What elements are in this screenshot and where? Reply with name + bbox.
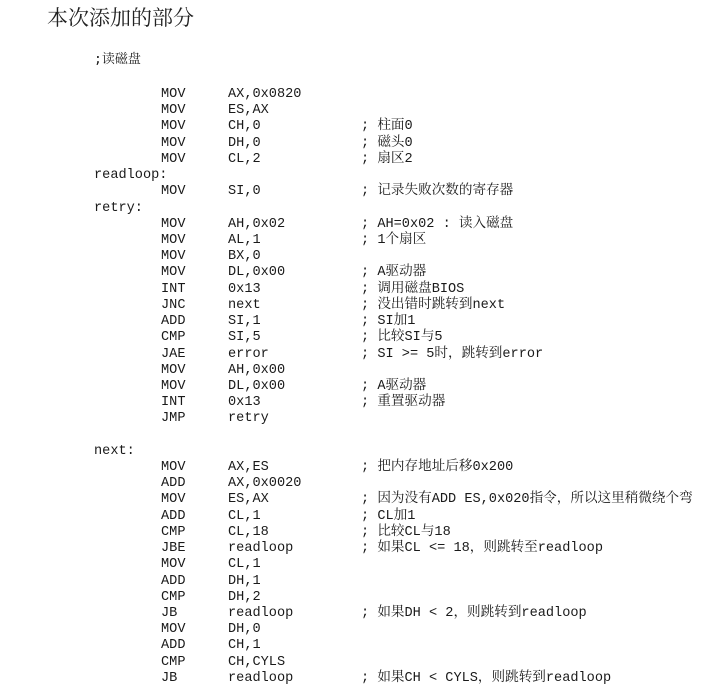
code-comment: ; 磁头0 bbox=[361, 135, 413, 151]
code-operands: DH,0 bbox=[228, 622, 261, 638]
code-opcode: JMP bbox=[161, 411, 186, 427]
code-line bbox=[0, 168, 725, 184]
code-opcode: MOV bbox=[161, 622, 186, 638]
code-operands: DH,2 bbox=[228, 589, 261, 605]
code-operands: CL,1 bbox=[228, 508, 261, 524]
code-opcode: JNC bbox=[161, 297, 186, 313]
code-operands: SI,0 bbox=[228, 184, 261, 200]
code-line bbox=[0, 184, 725, 200]
code-comment: ; 重置驱动器 bbox=[361, 395, 446, 411]
code-line bbox=[0, 655, 725, 671]
code-line bbox=[0, 622, 725, 638]
code-operands: retry bbox=[228, 411, 269, 427]
code-comment: ; 如果DH < 2，则跳转到readloop bbox=[361, 606, 587, 621]
code-line bbox=[0, 671, 725, 687]
code-line bbox=[0, 460, 725, 476]
code-comment: ; 比较SI与5 bbox=[361, 330, 443, 346]
code-operands: AX,0x0820 bbox=[228, 87, 302, 102]
code-opcode: MOV bbox=[161, 135, 186, 151]
code-opcode: MOV bbox=[161, 119, 186, 135]
code-operands: ES,AX bbox=[228, 103, 269, 119]
code-opcode: ADD bbox=[161, 638, 186, 654]
code-operands: AX,0x0020 bbox=[228, 476, 302, 492]
code-line bbox=[0, 444, 725, 460]
assembly-listing bbox=[0, 87, 725, 687]
code-opcode: CMP bbox=[161, 330, 186, 346]
code-line bbox=[0, 525, 725, 541]
code-comment: ; SI加1 bbox=[361, 314, 416, 330]
code-comment: ; SI >= 5时，跳转到error bbox=[361, 346, 544, 362]
code-line bbox=[0, 574, 725, 590]
code-line bbox=[0, 476, 725, 492]
code-comment: ; AH=0x02 : 读入磁盘 bbox=[361, 216, 514, 232]
code-operands: error bbox=[228, 346, 269, 362]
code-opcode: INT bbox=[161, 281, 186, 297]
code-line bbox=[0, 590, 725, 606]
code-opcode: INT bbox=[161, 395, 186, 411]
code-line bbox=[0, 347, 725, 363]
code-opcode: JB bbox=[161, 670, 178, 686]
code-opcode: JAE bbox=[161, 346, 186, 362]
code-opcode: ADD bbox=[161, 476, 186, 492]
code-label: retry: bbox=[94, 200, 143, 216]
code-comment: ; 如果CH < CYLS，则跳转到readloop bbox=[361, 670, 612, 686]
intro-comment: ;读磁盘 bbox=[94, 52, 141, 67]
code-opcode: MOV bbox=[161, 87, 186, 102]
code-line bbox=[0, 363, 725, 379]
code-line bbox=[0, 233, 725, 249]
code-line bbox=[0, 379, 725, 395]
code-operands: AL,1 bbox=[228, 232, 261, 248]
code-line bbox=[0, 428, 725, 444]
code-line bbox=[0, 541, 725, 557]
code-operands: CL,18 bbox=[228, 524, 269, 540]
section-heading: 本次添加的部分 bbox=[47, 6, 194, 30]
code-opcode: ADD bbox=[161, 573, 186, 589]
code-line bbox=[0, 557, 725, 573]
code-line bbox=[0, 411, 725, 427]
code-opcode: MOV bbox=[161, 557, 186, 573]
code-operands: CH,1 bbox=[228, 638, 261, 654]
code-opcode: CMP bbox=[161, 589, 186, 605]
code-comment: ; 扇区2 bbox=[361, 151, 413, 167]
code-line bbox=[0, 298, 725, 314]
code-opcode: CMP bbox=[161, 654, 186, 670]
code-opcode: JBE bbox=[161, 541, 186, 557]
code-comment: ; 记录失败次数的寄存器 bbox=[361, 184, 514, 200]
code-line bbox=[0, 330, 725, 346]
code-comment: ; 调用磁盘BIOS bbox=[361, 281, 465, 297]
code-line bbox=[0, 638, 725, 654]
code-operands: AH,0x00 bbox=[228, 362, 286, 378]
code-operands: CL,2 bbox=[228, 151, 261, 167]
code-opcode: MOV bbox=[161, 232, 186, 248]
code-comment: ; 柱面0 bbox=[361, 119, 413, 135]
code-opcode: MOV bbox=[161, 216, 186, 232]
code-operands: DH,0 bbox=[228, 135, 261, 151]
code-operands: ES,AX bbox=[228, 492, 269, 508]
code-opcode: MOV bbox=[161, 103, 186, 119]
code-operands: CH,0 bbox=[228, 119, 261, 135]
code-label: readloop: bbox=[94, 168, 168, 184]
code-opcode: MOV bbox=[161, 492, 186, 508]
code-operands: SI,1 bbox=[228, 314, 261, 330]
code-line bbox=[0, 103, 725, 119]
code-label: next: bbox=[94, 443, 135, 459]
code-operands: AX,ES bbox=[228, 460, 269, 476]
code-line bbox=[0, 119, 725, 135]
code-opcode: MOV bbox=[161, 184, 186, 200]
code-line bbox=[0, 492, 725, 508]
code-line bbox=[0, 249, 725, 265]
code-operands: readloop bbox=[228, 541, 294, 557]
code-comment: ; 因为没有ADD ES,0x020指令，所以这里稍微绕个弯 bbox=[361, 492, 693, 508]
code-line bbox=[0, 265, 725, 281]
code-opcode: JB bbox=[161, 606, 178, 621]
code-comment: ; 没出错时跳转到next bbox=[361, 297, 506, 313]
code-line bbox=[0, 201, 725, 217]
code-line bbox=[0, 509, 725, 525]
code-comment: ; 把内存地址后移0x200 bbox=[361, 460, 514, 476]
code-comment: ; 如果CL <= 18，则跳转至readloop bbox=[361, 541, 603, 557]
code-operands: CH,CYLS bbox=[228, 654, 286, 670]
code-line bbox=[0, 136, 725, 152]
code-line bbox=[0, 282, 725, 298]
code-operands: DL,0x00 bbox=[228, 265, 286, 281]
code-operands: 0x13 bbox=[228, 395, 261, 411]
code-operands: BX,0 bbox=[228, 249, 261, 265]
code-opcode: ADD bbox=[161, 508, 186, 524]
code-comment: ; 比较CL与18 bbox=[361, 524, 451, 540]
code-opcode: MOV bbox=[161, 378, 186, 394]
code-opcode: CMP bbox=[161, 524, 186, 540]
code-line bbox=[0, 87, 725, 103]
code-operands: DL,0x00 bbox=[228, 378, 286, 394]
code-line bbox=[0, 606, 725, 622]
code-opcode: MOV bbox=[161, 362, 186, 378]
code-comment: ; 1个扇区 bbox=[361, 232, 427, 248]
code-opcode: MOV bbox=[161, 265, 186, 281]
code-operands: SI,5 bbox=[228, 330, 261, 346]
code-operands: next bbox=[228, 297, 261, 313]
code-operands: AH,0x02 bbox=[228, 216, 286, 232]
code-opcode: MOV bbox=[161, 249, 186, 265]
code-opcode: ADD bbox=[161, 314, 186, 330]
code-operands: 0x13 bbox=[228, 281, 261, 297]
code-line bbox=[0, 152, 725, 168]
code-opcode: MOV bbox=[161, 460, 186, 476]
code-line bbox=[0, 217, 725, 233]
code-comment: ; A驱动器 bbox=[361, 265, 427, 281]
code-operands: CL,1 bbox=[228, 557, 261, 573]
code-comment: ; CL加1 bbox=[361, 508, 416, 524]
code-operands: DH,1 bbox=[228, 573, 261, 589]
code-line bbox=[0, 395, 725, 411]
code-operands: readloop bbox=[228, 670, 294, 686]
code-comment: ; A驱动器 bbox=[361, 378, 427, 394]
code-line bbox=[0, 314, 725, 330]
code-operands: readloop bbox=[228, 606, 294, 621]
code-opcode: MOV bbox=[161, 151, 186, 167]
